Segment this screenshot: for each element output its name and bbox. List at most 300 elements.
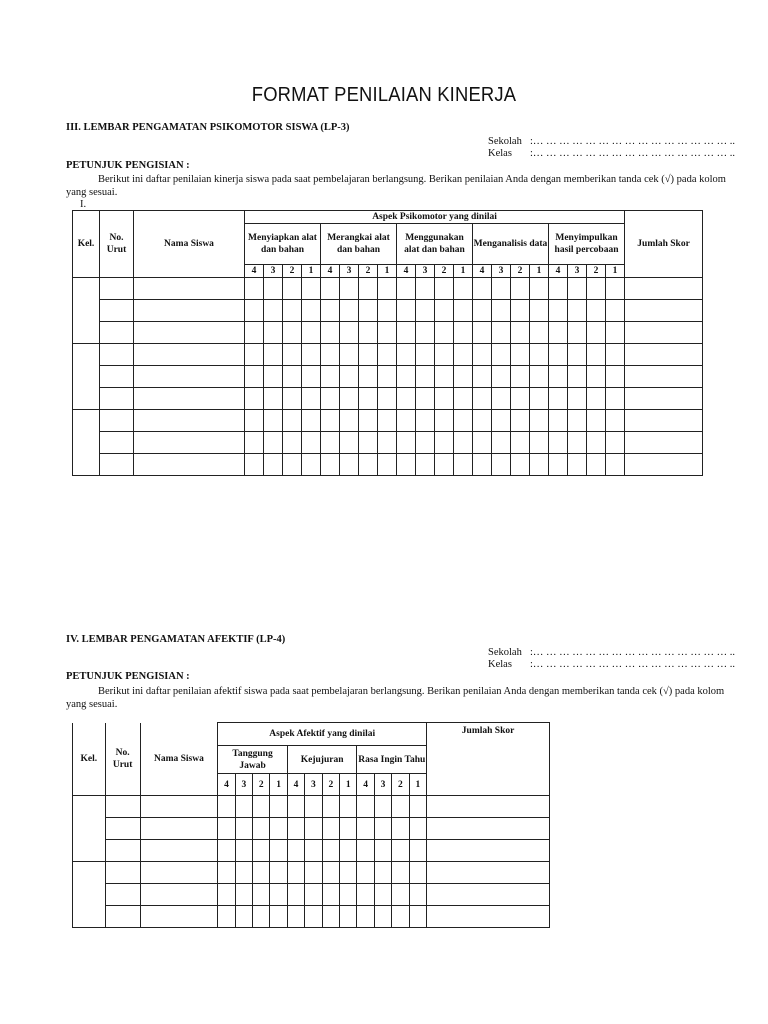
lp3-entry-cell[interactable] (511, 388, 530, 410)
lp3-entry-cell[interactable] (435, 454, 454, 476)
lp3-entry-cell[interactable] (100, 454, 134, 476)
lp3-entry-cell[interactable] (416, 300, 435, 322)
lp3-entry-cell[interactable] (245, 432, 264, 454)
lp3-entry-cell[interactable] (606, 278, 625, 300)
lp3-entry-cell[interactable] (264, 366, 283, 388)
lp3-entry-cell[interactable] (397, 388, 416, 410)
lp4-entry-cell[interactable] (253, 884, 270, 906)
lp4-entry-cell[interactable] (322, 884, 339, 906)
lp3-entry-cell[interactable] (435, 432, 454, 454)
lp4-entry-cell[interactable] (340, 840, 357, 862)
lp4-entry-cell[interactable] (270, 884, 287, 906)
lp3-entry-cell[interactable] (264, 278, 283, 300)
lp3-entry-cell[interactable] (549, 300, 568, 322)
lp3-entry-cell[interactable] (134, 366, 245, 388)
lp3-entry-cell[interactable] (340, 432, 359, 454)
lp3-entry-cell[interactable] (264, 432, 283, 454)
lp3-entry-cell[interactable] (340, 322, 359, 344)
lp3-entry-cell[interactable] (134, 278, 245, 300)
lp3-entry-cell[interactable] (340, 410, 359, 432)
lp3-entry-cell[interactable] (359, 278, 378, 300)
lp3-entry-cell[interactable] (416, 410, 435, 432)
lp3-entry-cell[interactable] (416, 322, 435, 344)
lp3-entry-cell[interactable] (454, 322, 473, 344)
lp3-entry-cell[interactable] (283, 388, 302, 410)
lp4-entry-cell[interactable] (235, 796, 252, 818)
lp3-entry-cell[interactable] (397, 322, 416, 344)
lp4-entry-cell[interactable] (374, 818, 391, 840)
lp4-entry-cell[interactable] (340, 818, 357, 840)
lp3-entry-cell[interactable] (378, 454, 397, 476)
lp3-entry-cell[interactable] (359, 388, 378, 410)
lp3-entry-cell[interactable] (568, 300, 587, 322)
lp3-entry-cell[interactable] (454, 300, 473, 322)
lp3-entry-cell[interactable] (378, 410, 397, 432)
lp3-entry-cell[interactable] (492, 344, 511, 366)
lp3-entry-cell[interactable] (245, 410, 264, 432)
lp3-entry-cell[interactable] (530, 300, 549, 322)
lp3-entry-cell[interactable] (283, 344, 302, 366)
lp4-entry-cell[interactable] (322, 840, 339, 862)
lp3-entry-cell[interactable] (397, 366, 416, 388)
lp3-entry-cell[interactable] (606, 366, 625, 388)
lp3-entry-cell[interactable] (378, 344, 397, 366)
lp3-entry-cell[interactable] (245, 322, 264, 344)
lp4-entry-cell[interactable] (305, 906, 322, 928)
lp3-entry-cell[interactable] (549, 344, 568, 366)
lp3-entry-cell[interactable] (283, 410, 302, 432)
lp3-entry-cell[interactable] (606, 322, 625, 344)
lp4-entry-cell[interactable] (427, 884, 550, 906)
lp4-entry-cell[interactable] (218, 818, 235, 840)
lp3-entry-cell[interactable] (473, 300, 492, 322)
lp3-kelas-field[interactable]: :… … … … … … … … … … … … … … … .. (530, 148, 736, 159)
lp3-entry-cell[interactable] (435, 300, 454, 322)
lp4-entry-cell[interactable] (140, 862, 218, 884)
lp3-entry-cell[interactable] (606, 454, 625, 476)
lp3-entry-cell[interactable] (397, 454, 416, 476)
lp3-entry-cell[interactable] (568, 278, 587, 300)
lp4-entry-cell[interactable] (235, 840, 252, 862)
lp4-entry-cell[interactable] (322, 906, 339, 928)
lp3-entry-cell[interactable] (416, 454, 435, 476)
lp3-entry-cell[interactable] (511, 410, 530, 432)
lp4-entry-cell[interactable] (305, 818, 322, 840)
lp4-entry-cell[interactable] (287, 840, 304, 862)
lp3-entry-cell[interactable] (454, 344, 473, 366)
lp3-entry-cell[interactable] (302, 454, 321, 476)
lp3-entry-cell[interactable] (625, 432, 703, 454)
lp3-entry-cell[interactable] (492, 278, 511, 300)
lp3-entry-cell[interactable] (511, 366, 530, 388)
lp4-entry-cell[interactable] (340, 884, 357, 906)
lp3-entry-cell[interactable] (321, 454, 340, 476)
lp4-sekolah-field[interactable]: :… … … … … … … … … … … … … … … .. (530, 647, 736, 658)
lp4-entry-cell[interactable] (287, 818, 304, 840)
lp3-entry-cell[interactable] (245, 278, 264, 300)
lp3-entry-cell[interactable] (473, 410, 492, 432)
lp3-entry-cell[interactable] (568, 366, 587, 388)
lp3-entry-cell[interactable] (511, 300, 530, 322)
lp3-entry-cell[interactable] (549, 410, 568, 432)
lp3-entry-cell[interactable] (134, 432, 245, 454)
lp3-entry-cell[interactable] (283, 454, 302, 476)
lp3-entry-cell[interactable] (321, 410, 340, 432)
lp4-entry-cell[interactable] (218, 796, 235, 818)
lp3-entry-cell[interactable] (511, 344, 530, 366)
lp3-entry-cell[interactable] (587, 278, 606, 300)
lp3-entry-cell[interactable] (340, 366, 359, 388)
lp4-entry-cell[interactable] (340, 862, 357, 884)
lp3-entry-cell[interactable] (359, 454, 378, 476)
lp3-entry-cell[interactable] (321, 432, 340, 454)
lp3-entry-cell[interactable] (587, 388, 606, 410)
lp3-entry-cell[interactable] (302, 388, 321, 410)
lp4-entry-cell[interactable] (409, 884, 427, 906)
lp3-entry-cell[interactable] (530, 410, 549, 432)
lp3-entry-cell[interactable] (134, 454, 245, 476)
lp4-entry-cell[interactable] (287, 862, 304, 884)
lp3-sekolah-field[interactable]: :… … … … … … … … … … … … … … … .. (530, 136, 736, 147)
lp4-entry-cell[interactable] (287, 796, 304, 818)
lp3-entry-cell[interactable] (321, 300, 340, 322)
lp4-entry-cell[interactable] (105, 884, 140, 906)
lp3-entry-cell[interactable] (587, 322, 606, 344)
lp3-entry-cell[interactable] (321, 278, 340, 300)
lp3-entry-cell[interactable] (454, 366, 473, 388)
lp3-entry-cell[interactable] (454, 278, 473, 300)
lp3-entry-cell[interactable] (134, 410, 245, 432)
lp3-entry-cell[interactable] (264, 300, 283, 322)
lp4-entry-cell[interactable] (287, 884, 304, 906)
lp3-kel-cell[interactable] (73, 410, 100, 476)
lp3-entry-cell[interactable] (378, 388, 397, 410)
lp3-entry-cell[interactable] (359, 322, 378, 344)
lp3-entry-cell[interactable] (134, 344, 245, 366)
lp3-entry-cell[interactable] (264, 410, 283, 432)
lp3-entry-cell[interactable] (264, 454, 283, 476)
lp4-entry-cell[interactable] (305, 884, 322, 906)
lp4-entry-cell[interactable] (140, 906, 218, 928)
lp3-entry-cell[interactable] (473, 432, 492, 454)
lp3-entry-cell[interactable] (473, 278, 492, 300)
lp3-entry-cell[interactable] (302, 300, 321, 322)
lp3-entry-cell[interactable] (568, 322, 587, 344)
lp3-entry-cell[interactable] (511, 278, 530, 300)
lp3-entry-cell[interactable] (378, 300, 397, 322)
lp3-entry-cell[interactable] (473, 366, 492, 388)
lp4-entry-cell[interactable] (357, 862, 374, 884)
lp3-entry-cell[interactable] (473, 388, 492, 410)
lp4-entry-cell[interactable] (235, 862, 252, 884)
lp4-entry-cell[interactable] (235, 906, 252, 928)
lp3-entry-cell[interactable] (625, 322, 703, 344)
lp3-entry-cell[interactable] (587, 344, 606, 366)
lp3-entry-cell[interactable] (283, 278, 302, 300)
lp3-entry-cell[interactable] (397, 344, 416, 366)
lp3-entry-cell[interactable] (100, 322, 134, 344)
lp4-entry-cell[interactable] (105, 796, 140, 818)
lp4-entry-cell[interactable] (140, 818, 218, 840)
lp4-entry-cell[interactable] (270, 796, 287, 818)
lp3-entry-cell[interactable] (283, 322, 302, 344)
lp4-entry-cell[interactable] (357, 796, 374, 818)
lp3-entry-cell[interactable] (587, 454, 606, 476)
lp4-entry-cell[interactable] (270, 818, 287, 840)
lp3-entry-cell[interactable] (378, 432, 397, 454)
lp3-entry-cell[interactable] (416, 344, 435, 366)
lp3-entry-cell[interactable] (435, 410, 454, 432)
lp3-entry-cell[interactable] (568, 410, 587, 432)
lp4-entry-cell[interactable] (270, 862, 287, 884)
lp3-entry-cell[interactable] (416, 388, 435, 410)
lp3-entry-cell[interactable] (302, 432, 321, 454)
lp3-entry-cell[interactable] (625, 454, 703, 476)
lp3-entry-cell[interactable] (435, 322, 454, 344)
lp3-entry-cell[interactable] (397, 300, 416, 322)
lp4-entry-cell[interactable] (253, 906, 270, 928)
lp3-entry-cell[interactable] (100, 344, 134, 366)
lp3-entry-cell[interactable] (416, 432, 435, 454)
lp4-entry-cell[interactable] (340, 906, 357, 928)
lp3-entry-cell[interactable] (454, 410, 473, 432)
lp3-entry-cell[interactable] (321, 366, 340, 388)
lp3-entry-cell[interactable] (492, 366, 511, 388)
lp4-entry-cell[interactable] (357, 884, 374, 906)
lp3-entry-cell[interactable] (549, 432, 568, 454)
lp3-entry-cell[interactable] (511, 454, 530, 476)
lp4-entry-cell[interactable] (235, 818, 252, 840)
lp3-entry-cell[interactable] (492, 410, 511, 432)
lp4-entry-cell[interactable] (392, 884, 409, 906)
lp3-entry-cell[interactable] (245, 366, 264, 388)
lp3-entry-cell[interactable] (245, 454, 264, 476)
lp3-entry-cell[interactable] (302, 278, 321, 300)
lp3-entry-cell[interactable] (302, 344, 321, 366)
lp4-entry-cell[interactable] (140, 884, 218, 906)
lp4-entry-cell[interactable] (253, 796, 270, 818)
lp3-entry-cell[interactable] (302, 366, 321, 388)
lp4-entry-cell[interactable] (322, 862, 339, 884)
lp3-entry-cell[interactable] (511, 322, 530, 344)
lp4-entry-cell[interactable] (218, 884, 235, 906)
lp3-entry-cell[interactable] (245, 388, 264, 410)
lp4-entry-cell[interactable] (287, 906, 304, 928)
lp3-entry-cell[interactable] (587, 410, 606, 432)
lp4-entry-cell[interactable] (140, 796, 218, 818)
lp3-entry-cell[interactable] (378, 366, 397, 388)
lp3-entry-cell[interactable] (530, 366, 549, 388)
lp3-entry-cell[interactable] (100, 410, 134, 432)
lp3-entry-cell[interactable] (549, 454, 568, 476)
lp4-entry-cell[interactable] (392, 862, 409, 884)
lp3-entry-cell[interactable] (100, 366, 134, 388)
lp3-entry-cell[interactable] (530, 388, 549, 410)
lp4-entry-cell[interactable] (427, 906, 550, 928)
lp4-entry-cell[interactable] (392, 840, 409, 862)
lp4-entry-cell[interactable] (235, 884, 252, 906)
lp3-entry-cell[interactable] (321, 344, 340, 366)
lp3-kel-cell[interactable] (73, 344, 100, 410)
lp3-entry-cell[interactable] (454, 432, 473, 454)
lp4-entry-cell[interactable] (374, 884, 391, 906)
lp3-entry-cell[interactable] (100, 278, 134, 300)
lp3-entry-cell[interactable] (473, 322, 492, 344)
lp3-entry-cell[interactable] (397, 278, 416, 300)
lp4-kelas-field[interactable]: :… … … … … … … … … … … … … … … .. (530, 659, 736, 670)
lp4-entry-cell[interactable] (374, 906, 391, 928)
lp3-entry-cell[interactable] (378, 322, 397, 344)
lp3-entry-cell[interactable] (625, 366, 703, 388)
lp3-entry-cell[interactable] (530, 454, 549, 476)
lp3-entry-cell[interactable] (100, 300, 134, 322)
lp3-entry-cell[interactable] (530, 344, 549, 366)
lp4-entry-cell[interactable] (105, 906, 140, 928)
lp3-entry-cell[interactable] (340, 278, 359, 300)
lp3-entry-cell[interactable] (473, 454, 492, 476)
lp4-entry-cell[interactable] (374, 840, 391, 862)
lp4-entry-cell[interactable] (409, 862, 427, 884)
lp4-entry-cell[interactable] (105, 862, 140, 884)
lp4-entry-cell[interactable] (374, 796, 391, 818)
lp3-entry-cell[interactable] (340, 454, 359, 476)
lp3-entry-cell[interactable] (492, 432, 511, 454)
lp4-entry-cell[interactable] (427, 818, 550, 840)
lp3-entry-cell[interactable] (549, 322, 568, 344)
lp3-entry-cell[interactable] (473, 344, 492, 366)
lp4-entry-cell[interactable] (427, 840, 550, 862)
lp4-kel-cell[interactable] (73, 862, 106, 928)
lp3-entry-cell[interactable] (511, 432, 530, 454)
lp4-entry-cell[interactable] (305, 796, 322, 818)
lp3-entry-cell[interactable] (549, 388, 568, 410)
lp4-entry-cell[interactable] (409, 906, 427, 928)
lp3-entry-cell[interactable] (340, 344, 359, 366)
lp3-entry-cell[interactable] (264, 344, 283, 366)
lp3-entry-cell[interactable] (568, 344, 587, 366)
lp3-entry-cell[interactable] (530, 432, 549, 454)
lp3-entry-cell[interactable] (587, 432, 606, 454)
lp3-entry-cell[interactable] (416, 278, 435, 300)
lp4-entry-cell[interactable] (340, 796, 357, 818)
lp3-entry-cell[interactable] (302, 322, 321, 344)
lp4-entry-cell[interactable] (218, 840, 235, 862)
lp4-entry-cell[interactable] (427, 796, 550, 818)
lp4-entry-cell[interactable] (392, 796, 409, 818)
lp3-entry-cell[interactable] (492, 322, 511, 344)
lp3-entry-cell[interactable] (587, 300, 606, 322)
lp3-entry-cell[interactable] (100, 388, 134, 410)
lp3-entry-cell[interactable] (625, 278, 703, 300)
lp4-entry-cell[interactable] (305, 840, 322, 862)
lp4-entry-cell[interactable] (218, 862, 235, 884)
lp4-entry-cell[interactable] (322, 818, 339, 840)
lp3-entry-cell[interactable] (568, 454, 587, 476)
lp4-entry-cell[interactable] (392, 818, 409, 840)
lp3-entry-cell[interactable] (549, 278, 568, 300)
lp4-entry-cell[interactable] (392, 906, 409, 928)
lp3-entry-cell[interactable] (359, 366, 378, 388)
lp3-entry-cell[interactable] (340, 388, 359, 410)
lp3-entry-cell[interactable] (359, 432, 378, 454)
lp3-entry-cell[interactable] (264, 322, 283, 344)
lp3-entry-cell[interactable] (587, 366, 606, 388)
lp3-entry-cell[interactable] (606, 388, 625, 410)
lp3-entry-cell[interactable] (530, 278, 549, 300)
lp4-entry-cell[interactable] (357, 906, 374, 928)
lp3-entry-cell[interactable] (625, 388, 703, 410)
lp3-entry-cell[interactable] (134, 322, 245, 344)
lp3-entry-cell[interactable] (549, 366, 568, 388)
lp4-entry-cell[interactable] (253, 840, 270, 862)
lp3-entry-cell[interactable] (283, 432, 302, 454)
lp3-entry-cell[interactable] (359, 410, 378, 432)
lp4-entry-cell[interactable] (218, 906, 235, 928)
lp3-entry-cell[interactable] (397, 410, 416, 432)
lp4-entry-cell[interactable] (270, 840, 287, 862)
lp4-entry-cell[interactable] (374, 862, 391, 884)
lp4-entry-cell[interactable] (357, 818, 374, 840)
lp4-entry-cell[interactable] (322, 796, 339, 818)
lp4-entry-cell[interactable] (270, 906, 287, 928)
lp3-entry-cell[interactable] (134, 388, 245, 410)
lp3-entry-cell[interactable] (321, 322, 340, 344)
lp4-entry-cell[interactable] (105, 818, 140, 840)
lp4-entry-cell[interactable] (253, 862, 270, 884)
lp3-entry-cell[interactable] (283, 366, 302, 388)
lp4-entry-cell[interactable] (140, 840, 218, 862)
lp3-entry-cell[interactable] (378, 278, 397, 300)
lp3-entry-cell[interactable] (435, 388, 454, 410)
lp3-entry-cell[interactable] (283, 300, 302, 322)
lp3-entry-cell[interactable] (606, 432, 625, 454)
lp3-kel-cell[interactable] (73, 278, 100, 344)
lp4-kel-cell[interactable] (73, 796, 106, 862)
lp3-entry-cell[interactable] (134, 300, 245, 322)
lp3-entry-cell[interactable] (625, 344, 703, 366)
lp3-entry-cell[interactable] (435, 366, 454, 388)
lp3-entry-cell[interactable] (416, 366, 435, 388)
lp4-entry-cell[interactable] (357, 840, 374, 862)
lp3-entry-cell[interactable] (245, 344, 264, 366)
lp3-entry-cell[interactable] (321, 388, 340, 410)
lp4-entry-cell[interactable] (253, 818, 270, 840)
lp3-entry-cell[interactable] (568, 432, 587, 454)
lp4-entry-cell[interactable] (409, 818, 427, 840)
lp3-entry-cell[interactable] (606, 344, 625, 366)
lp3-entry-cell[interactable] (606, 300, 625, 322)
lp3-entry-cell[interactable] (435, 344, 454, 366)
lp3-entry-cell[interactable] (397, 432, 416, 454)
lp3-entry-cell[interactable] (245, 300, 264, 322)
lp3-entry-cell[interactable] (359, 300, 378, 322)
lp4-entry-cell[interactable] (305, 862, 322, 884)
lp3-entry-cell[interactable] (435, 278, 454, 300)
lp3-entry-cell[interactable] (264, 388, 283, 410)
lp4-entry-cell[interactable] (409, 840, 427, 862)
lp3-entry-cell[interactable] (625, 300, 703, 322)
lp3-entry-cell[interactable] (359, 344, 378, 366)
lp3-entry-cell[interactable] (606, 410, 625, 432)
lp3-entry-cell[interactable] (568, 388, 587, 410)
lp3-entry-cell[interactable] (492, 454, 511, 476)
lp3-entry-cell[interactable] (454, 388, 473, 410)
lp3-entry-cell[interactable] (454, 454, 473, 476)
lp3-entry-cell[interactable] (340, 300, 359, 322)
lp3-entry-cell[interactable] (302, 410, 321, 432)
lp3-entry-cell[interactable] (492, 300, 511, 322)
lp3-entry-cell[interactable] (100, 432, 134, 454)
